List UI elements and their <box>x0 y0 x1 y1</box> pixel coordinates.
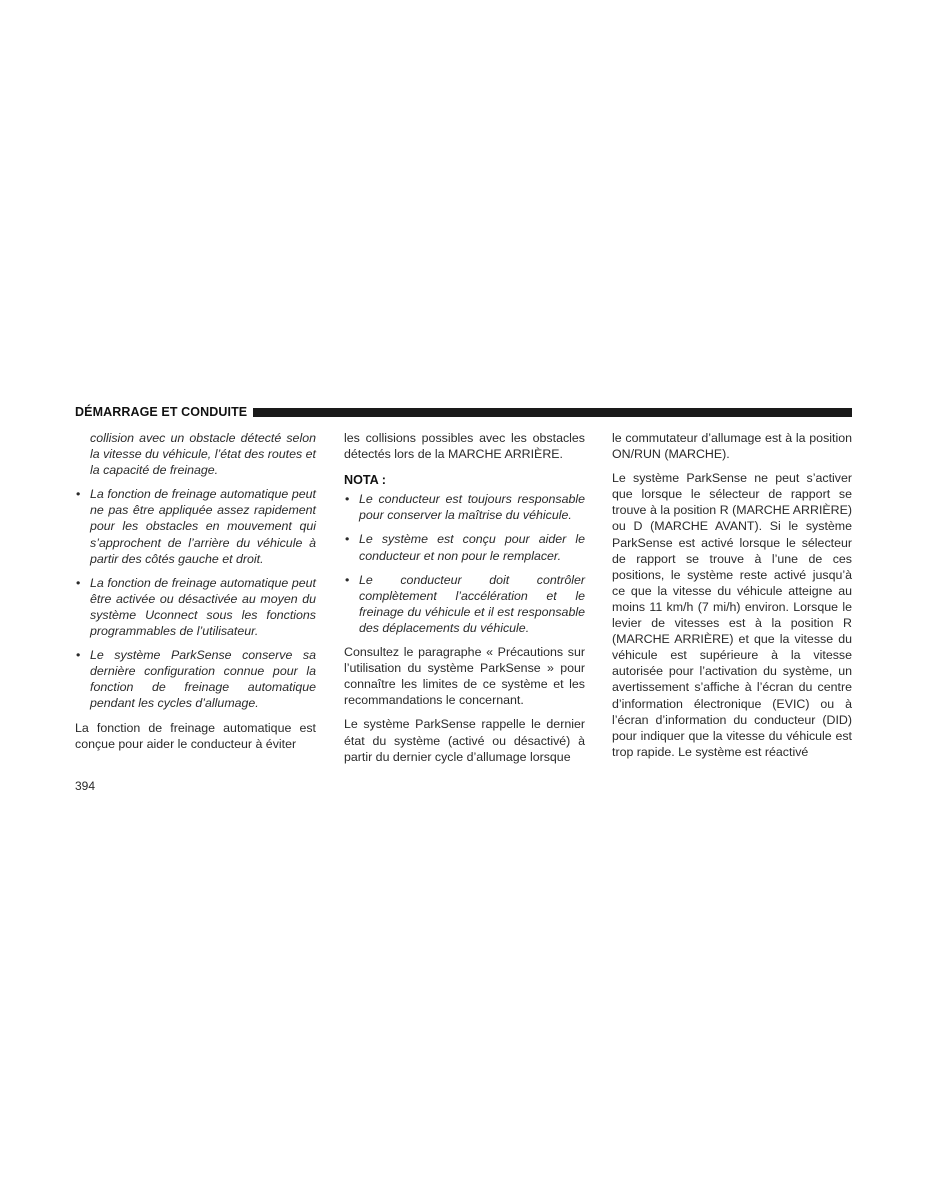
list-item-text: La fonction de freinage automatique peut ne pas être appliquée assez rapidement pour les obstacles en mouvement qui s’approchent de l’arrière du véhicule à partir des côtés gauche et droit. <box>90 487 316 566</box>
list-item <box>344 531 585 563</box>
section-header <box>75 405 852 419</box>
body-paragraph: Le système ParkSense rappelle le dernier état du système (activé ou désactivé) à partir du dernier cycle d’allumage lorsque <box>344 717 585 764</box>
list-item-text: La fonction de freinage automatique peut être activée ou désactivée au moyen du système Uconnect sous les fonctions programmables de l’utilisateur. <box>90 575 316 639</box>
continued-text: collision avec un obstacle détecté selon la vitesse du véhicule, l’état des routes et la capacité de freinage. <box>90 431 316 478</box>
list-item <box>344 572 585 636</box>
column-3 <box>612 430 852 768</box>
bullet-icon: • <box>76 487 81 502</box>
bullet-icon: • <box>76 575 81 590</box>
bullet-icon: • <box>76 648 81 663</box>
list-item-text: Le conducteur est toujours responsable pour conserver la maîtrise du véhicule. <box>359 492 585 523</box>
list-item <box>75 647 316 711</box>
column-2 <box>344 430 585 773</box>
body-paragraph: les collisions possibles avec les obstacles détectés lors de la MARCHE ARRIÈRE. <box>344 431 585 462</box>
list-item-text: Le système ParkSense conserve sa dernière configuration connue pour la fonction de freinage automatique pendant les cycles d’allumage. <box>90 648 316 711</box>
list-item <box>344 491 585 523</box>
note-title: NOTA : <box>344 473 386 488</box>
list-item-text: Le conducteur doit contrôler complètement l’accélération et le freinage du véhicule et il est responsable des déplacements du véhicule. <box>359 572 585 635</box>
header-rule <box>253 408 852 417</box>
body-paragraph: le commutateur d’allumage est à la position ON/RUN (MARCHE). <box>612 431 852 462</box>
bullet-icon: • <box>345 572 350 587</box>
body-paragraph: La fonction de freinage automatique est conçue pour aider le conducteur à éviter <box>75 720 316 751</box>
section-title: DÉMARRAGE ET CONDUITE <box>75 405 248 419</box>
body-paragraph: Consultez le paragraphe « Précautions sur l’utilisation du système ParkSense » pour connaître les limites de ce système et les recommandations le concernant. <box>344 645 585 708</box>
list-item-text: Le système est conçu pour aider le conducteur et non pour le remplacer. <box>359 532 585 563</box>
page-number: 394 <box>75 779 96 793</box>
bullet-icon: • <box>345 492 350 507</box>
body-paragraph: Le système ParkSense ne peut s’activer que lorsque le sélecteur de rapport se trouve à la position R (MARCHE ARRIÈRE) ou D (MARCHE AVANT). Si le système ParkSense est activé lorsque le sélecteur de rapport se trouve à l’une de ces positions, le système reste activé jusqu’à ce que la vitesse du véhicule atteigne au moins 11 km/h (7 mi/h) environ. Lorsque le levier de vitesses est à la position R (MARCHE ARRIÈRE) et que la vitesse du véhicule est supérieure à la vitesse autorisée pour l’activation du système, un avertissement s’affiche à l’écran du centre d’information électronique (EVIC) ou à l’écran d’information du conducteur (DID) pour indiquer que la vitesse du véhicule est trop rapide. Le système est réactivé <box>612 471 852 759</box>
list-item <box>75 486 316 566</box>
list-item <box>75 575 316 639</box>
bullet-icon: • <box>345 532 350 547</box>
column-1 <box>75 430 316 760</box>
